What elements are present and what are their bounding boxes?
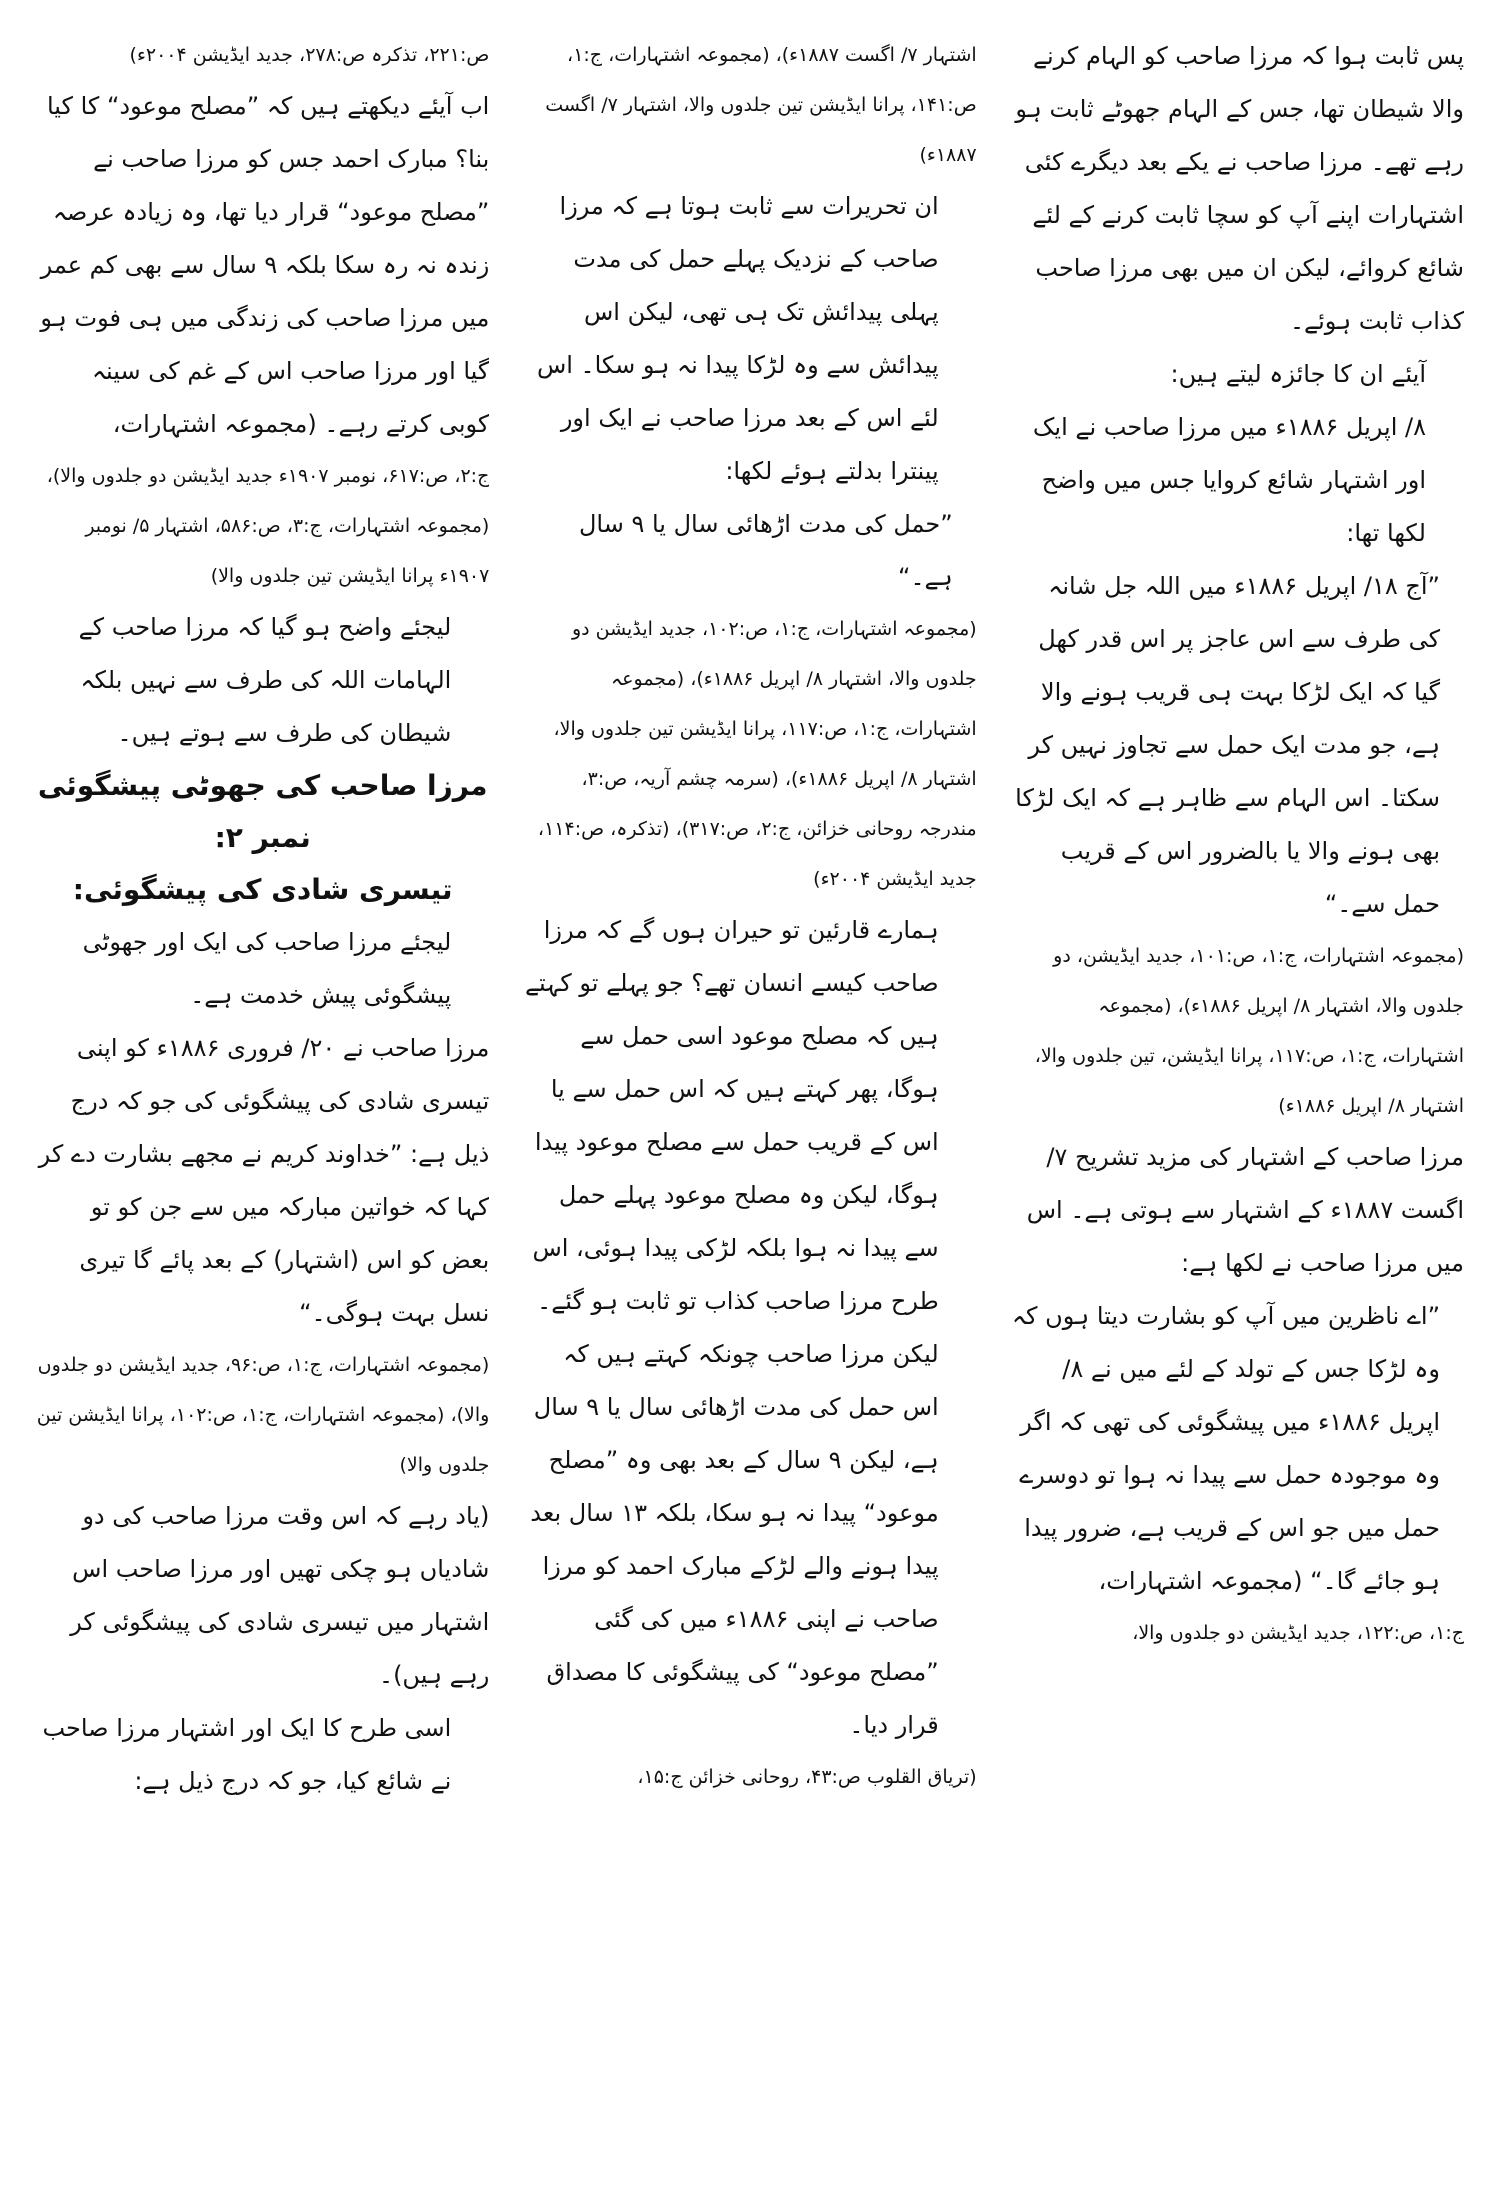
paragraph: ان تحریرات سے ثابت ہوتا ہے کہ مرزا صاحب کے نزدیک پہلے حمل کی مدت پہلی پیدائش تک ہی تھی، لیکن اس پیدائش سے وہ لڑکا پیدا نہ ہو سکا۔ اس لئے اس کے بعد مرزا صاحب نے ایک اور پینترا بدلتے ہوئے لکھا:: [536, 192, 939, 485]
paragraph: آیئے ان کا جائزہ لیتے ہیں:: [1170, 360, 1426, 388]
column-left: [36, 30, 489, 2180]
quotation: ”اے ناظرین میں آپ کو بشارت دیتا ہوں کہ وہ لڑکا جس کے تولد کے لئے میں نے ۸/ اپریل ۱۸۸۶ء میں پیشگوئی کی تھی کہ اگر وہ موجودہ حمل سے پیدا نہ ہوا تو دوسرے حمل میں جو اس کے قریب ہے، ضرور پیدا ہو جائے گا۔“ (مجموعہ اشتہارات،: [1011, 1302, 1440, 1595]
reference: ص:۲۲۱، تذکرہ ص:۲۷۸، جدید ایڈیشن ۲۰۰۴ء): [129, 44, 490, 66]
paragraph: ۸/ اپریل ۱۸۸۶ء میں مرزا صاحب نے ایک اور اشتہار شائع کروایا جس میں واضح لکھا تھا:: [1032, 413, 1426, 547]
paragraph: لیجئے مرزا صاحب کی ایک اور جھوٹی پیشگوئی پیش خدمت ہے۔: [82, 928, 452, 1009]
reference: (مجموعہ اشتہارات، ج:۱، ص:۱۰۱، جدید ایڈیشن، دو جلدوں والا، اشتہار ۸/ اپریل ۱۸۸۶ء)، (مجموعہ اشتہارات، ج:۱، ص:۱۱۷، پرانا ایڈیشن، تین جلدوں والا، اشتہار ۸/ اپریل ۱۸۸۶ء): [1034, 945, 1464, 1117]
paragraph: مرزا صاحب نے ۲۰/ فروری ۱۸۸۶ء کو اپنی تیسری شادی کی پیشگوئی کی جو کہ درج ذیل ہے: ”خداوند کریم نے مجھے بشارت دے کر کہا کہ خواتین مبارکہ میں سے جن کو تو بعض کو اس (اشتہار) کے بعد پائے گا تیری نسل بہت ہوگی۔“: [38, 1034, 490, 1327]
paragraph: مرزا صاحب کے اشتہار کی مزید تشریح ۷/ اگست ۱۸۸۷ء کے اشتہار سے ہوتی ہے۔ اس میں مرزا صاحب نے لکھا ہے:: [1026, 1143, 1464, 1277]
reference: ج:۱، ص:۱۲۲، جدید ایڈیشن دو جلدوں والا،: [1132, 1622, 1464, 1644]
reference: (تریاق القلوب ص:۴۳، روحانی خزائن ج:۱۵،: [637, 1766, 977, 1788]
paragraph: اسی طرح کا ایک اور اشتہار مرزا صاحب نے شائع کیا، جو کہ درج ذیل ہے:: [42, 1714, 452, 1795]
paragraph: لیکن مرزا صاحب چونکہ کہتے ہیں کہ اس حمل کی مدت اڑھائی سال یا ۹ سال ہے، لیکن ۹ سال کے بعد بھی وہ ”مصلح موعود“ پیدا نہ ہو سکا، بلکہ ۱۳ سال بعد پیدا ہونے والے لڑکے مبارک احمد کو مرزا صاحب نے اپنی ۱۸۸۶ء میں کی گئی ”مصلح موعود“ کی پیشگوئی کا مصداق قرار دیا۔: [530, 1340, 939, 1739]
quotation: ”حمل کی مدت اڑھائی سال یا ۹ سال ہے۔“: [578, 510, 953, 591]
reference: ج:۲، ص:۶۱۷، نومبر ۱۹۰۷ء جدید ایڈیشن دو جلدوں والا)، (مجموعہ اشتہارات، ج:۳، ص:۵۸۶، اشتہار ۵/ نومبر ۱۹۰۷ء پرانا ایڈیشن تین جلدوں والا): [46, 465, 490, 587]
reference: (مجموعہ اشتہارات، ج:۱، ص:۱۰۲، جدید ایڈیشن دو جلدوں والا، اشتہار ۸/ اپریل ۱۸۸۶ء)، (مجموعہ اشتہارات، ج:۱، ص:۱۱۷، پرانا ایڈیشن تین جلدوں والا، اشتہار ۸/ اپریل ۱۸۸۶ء)، (سرمہ چشم آریہ، ص:۳، مندرجہ روحانی خزائن، ج:۲، ص:۳۱۷)، (تذکرہ، ص:۱۱۴، جدید ایڈیشن ۲۰۰۴ء): [537, 618, 977, 890]
section-heading: مرزا صاحب کی جھوٹی پیشگوئی نمبر ۲:: [37, 769, 488, 854]
paragraph: اب آیئے دیکھتے ہیں کہ ”مصلح موعود“ کا کیا بنا؟ مبارک احمد جس کو مرزا صاحب نے ”مصلح موعود“ قرار دیا تھا، وہ زیادہ عرصہ زندہ نہ رہ سکا بلکہ ۹ سال سے بھی کم عمر میں مرزا صاحب کی زندگی میں ہی فوت ہو گیا اور مرزا صاحب اس کے غم کی سینہ کوبی کرتے رہے۔ (مجموعہ اشتہارات،: [40, 92, 490, 438]
reference: اشتہار ۷/ اگست ۱۸۸۷ء)، (مجموعہ اشتہارات، ج:۱، ص:۱۴۱، پرانا ایڈیشن تین جلدوں والا، اشتہار ۷/ اگست ۱۸۸۷ء): [545, 44, 977, 166]
reference: (مجموعہ اشتہارات، ج:۱، ص:۹۶، جدید ایڈیشن دو جلدوں والا)، (مجموعہ اشتہارات، ج:۱، ص:۱۰۲، پرانا ایڈیشن تین جلدوں والا): [36, 1354, 490, 1476]
section-subheading: تیسری شادی کی پیشگوئی:: [72, 873, 453, 906]
paragraph: (یاد رہے کہ اس وقت مرزا صاحب کی دو شادیاں ہو چکی تھیں اور مرزا صاحب اس اشتہار میں تیسری شادی کی پیشگوئی کر رہے ہیں)۔: [70, 1502, 490, 1689]
paragraph: لیجئے واضح ہو گیا کہ مرزا صاحب کے الہامات اللہ کی طرف سے نہیں بلکہ شیطان کی طرف سے ہوتے ہیں۔: [78, 613, 452, 747]
quotation: ”آج ۱۸/ اپریل ۱۸۸۶ء میں اللہ جل شانہ کی طرف سے اس عاجز پر اس قدر کھل گیا کہ ایک لڑکا بہت ہی قریب ہونے والا ہے، جو مدت ایک حمل سے تجاوز نہیں کر سکتا۔ اس الہام سے ظاہر ہے کہ ایک لڑکا بھی ہونے والا یا بالضرور اس کے قریب حمل سے۔“: [1015, 572, 1440, 918]
column-middle: [523, 30, 976, 2180]
paragraph: ہمارے قارئین تو حیران ہوں گے کہ مرزا صاحب کیسے انسان تھے؟ جو پہلے تو کہتے ہیں کہ مصلح موعود اسی حمل سے ہوگا، پھر کہتے ہیں کہ اس حمل سے یا اس کے قریب حمل سے مصلح موعود پیدا ہوگا، لیکن وہ مصلح موعود پہلے حمل سے پیدا نہ ہوا بلکہ لڑکی پیدا ہوئی، اس طرح مرزا صاحب کذاب تو ثابت ہو گئے۔: [524, 916, 939, 1315]
column-right: [1011, 30, 1464, 2180]
paragraph: پس ثابت ہوا کہ مرزا صاحب کو الہام کرنے والا شیطان تھا، جس کے الہام جھوٹے ثابت ہو رہے تھے۔ مرزا صاحب نے یکے بعد دیگرے کئی اشتہارات اپنے آپ کو سچا ثابت کرنے کے لئے شائع کروائے، لیکن ان میں بھی مرزا صاحب کذاب ثابت ہوئے۔: [1015, 42, 1464, 335]
